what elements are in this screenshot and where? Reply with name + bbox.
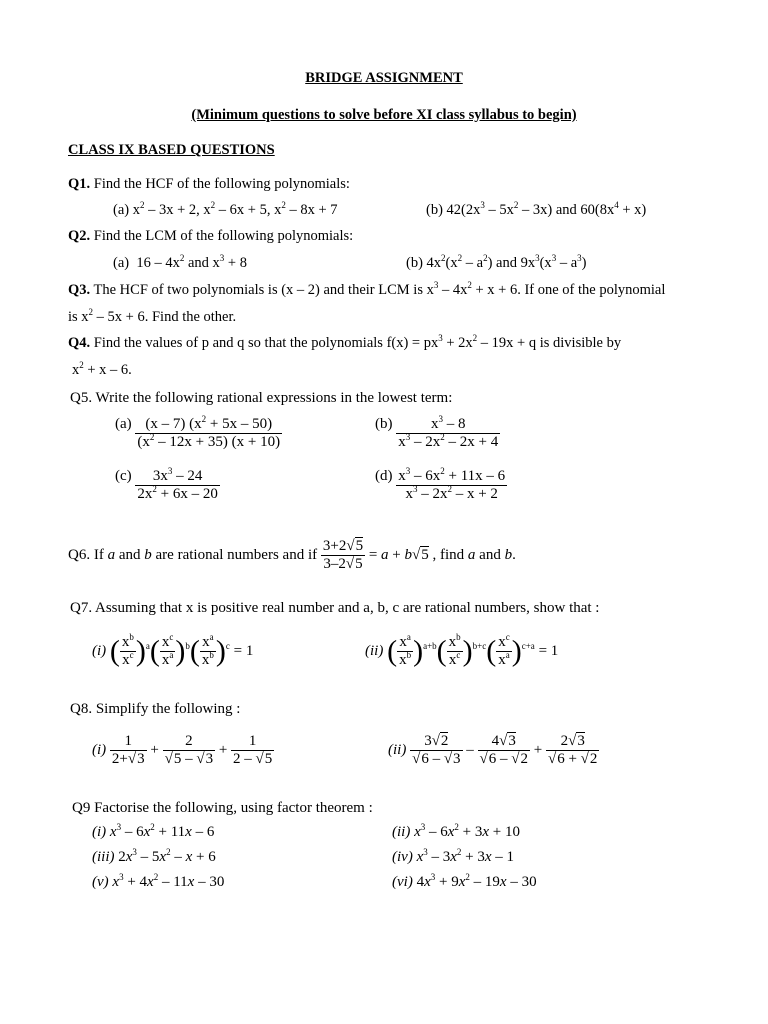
question-1 [68, 176, 350, 193]
question-9-part-i: (i) $x^3 - 6x^2 + 11x - 6$ [92, 822, 215, 840]
question-5-part-b: (b) $\frac{x^3 - 8}{x^3 - 2x^2 - 2x + 4}$ [375, 414, 499, 450]
question-7-part-i: (i) ( $\frac{x^b}{x^c}$ )$^a$( $\frac{x^c}{x^a}$ )$^b$( $\frac{x^a}{x^b}$ )$^c$ = 1 [92, 632, 254, 668]
question-1-part-b: (b) $42(2x^3 - 5x^2 - 3x)$ and $60(8x^4 + x)$ [426, 200, 647, 218]
question-9-part-iii: (iii) $2x^3 - 5x^2 - x + 6$ [92, 847, 216, 865]
section-heading: CLASS IX BASED QUESTIONS [68, 142, 275, 158]
question-5: Q5. Write the following rational expressions in the lowest term: [70, 390, 453, 406]
page-title: BRIDGE ASSIGNMENT [305, 70, 463, 86]
question-5-part-a: (a) $\frac{(x - 7) (x^2 + 5x - 50)}{(x^2 - 12x + 35) (x + 10)}$ [115, 414, 281, 450]
question-5-part-d: (d) $\frac{x^3 - 6x^2 + 11x - 6}{x^3 - 2x^2 - x + 2}$ [375, 466, 506, 502]
question-4-continued: $x^2 + x - 6$. [72, 360, 132, 378]
question-1-part-a: (a) $x^2 - 3x + 2$, $x^2 - 6x + 5$, $x^2 - 8x + 7$ [113, 200, 338, 218]
question-9-part-ii: (ii) $x^3 - 6x^2 + 3x + 10$ [392, 822, 521, 840]
question-9-part-v: (v) $x^3 + 4x^2 - 11x - 30$ [92, 872, 225, 890]
question-7: Q7. Assuming that x is positive real number and a, b, c are rational numbers, show that : [70, 600, 600, 616]
question-label: Q1. [68, 176, 91, 192]
question-7-part-ii: (ii) ( $\frac{x^a}{x^b}$ )$^{a+b}$( $\frac{x^b}{x^c}$ )$^{b+c}$( $\frac{x^c}{x^a}$ )$^{c+a}$ = 1 [365, 632, 559, 668]
question-2-part-b: (b) $4x^2(x^2 - a^2)$ and $9x^3(x^3 - a^3)$ [406, 253, 587, 271]
question-5-part-c: (c) $\frac{3x^3 - 24}{2x^2 + 6x - 20}$ [115, 466, 218, 502]
question-8-part-ii: (ii) $\frac{3√2}{√6 - √3}$ – $\frac{4√3}{√6 - √2}$ + $\frac{2√3}{√6 + √2}$ [388, 733, 598, 767]
question-text: Find the LCM of the following polynomials: [93, 228, 354, 244]
question-2 [68, 228, 353, 245]
question-label: Q2. [68, 228, 91, 244]
page-subtitle: (Minimum questions to solve before XI class syllabus to begin) [191, 107, 577, 123]
question-3-continued: is $x^2 - 5x + 6$. Find the other. [68, 307, 237, 325]
question-8: Q8. Simplify the following : [70, 701, 241, 717]
question-3: Q3. The HCF of two polynomials is (x – 2) and their LCM is $x^3 - 4x^2 + x + 6$. If one of the polynomial [68, 280, 666, 298]
question-2-part-a: (a) $16 - 4x^2$ and $x^3 + 8$ [113, 253, 247, 271]
question-9-part-vi: (vi) $4x^3 + 9x^2 - 19x - 30$ [392, 872, 537, 890]
question-9-part-iv: (iv) $x^3 - 3x^2 + 3x - 1$ [392, 847, 515, 865]
question-text: Find the HCF of the following polynomials: [93, 176, 350, 192]
question-6: Q6. If a and b are rational numbers and if $\frac{3+2√5}{3-2√5}$ = a + b√5 , find a and b. [68, 538, 516, 572]
question-9: Q9 Factorise the following, using factor theorem : [72, 800, 373, 816]
question-8-part-i: (i) $\frac{1}{2+√3}$ + $\frac{2}{√5 - √3}$ + $\frac{1}{2 - √5}$ [92, 733, 273, 767]
question-4: Q4. Find the values of p and q so that the polynomials $f(x) = px^3 + 2x^2 - 19x + q$ is divisible by [68, 333, 622, 351]
